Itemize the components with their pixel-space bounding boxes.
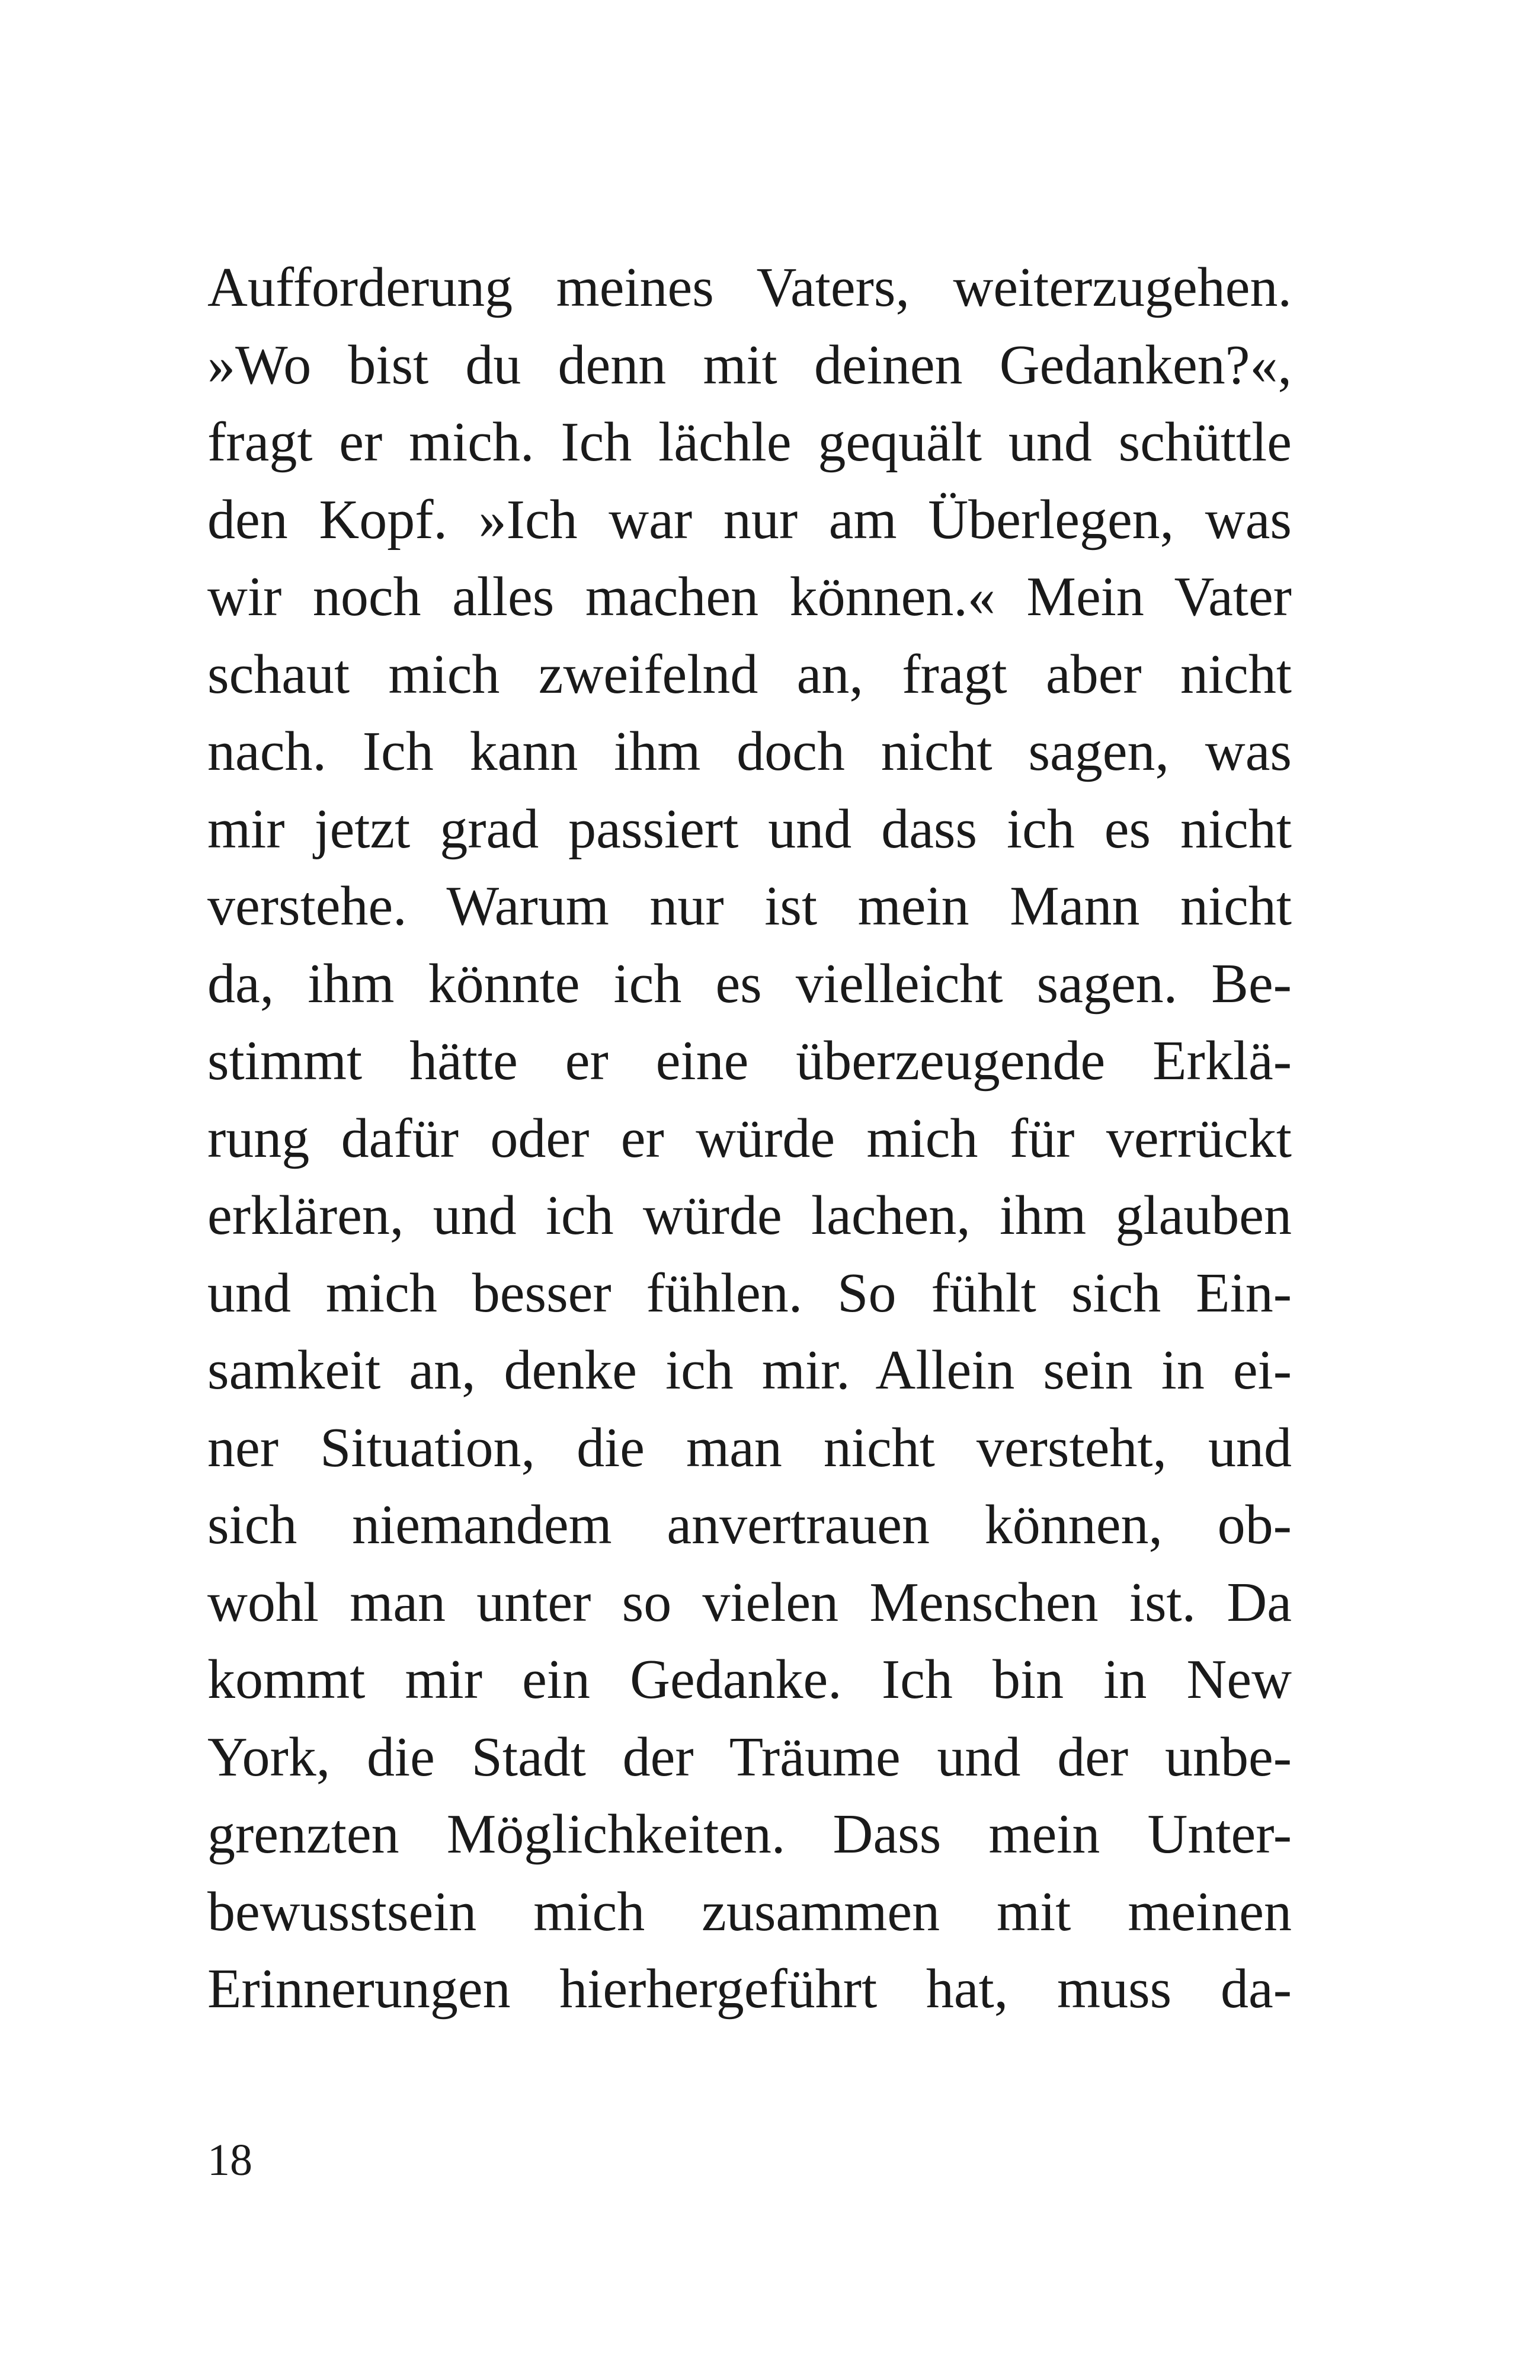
text-line-20: York, die Stadt der Träume und der unbe- <box>207 1726 1292 1788</box>
text-line-4: den Kopf. »Ich war nur am Überlegen, was <box>207 488 1292 551</box>
body-text <box>207 249 1292 2028</box>
text-line-10: da, ihm könnte ich es vielleicht sagen. Be- <box>207 952 1292 1015</box>
text-line-14: und mich besser fühlen. So fühlt sich Ein- <box>207 1262 1292 1324</box>
text-line-3: fragt er mich. Ich lächle gequält und schüttle <box>207 411 1292 473</box>
text-line-22: bewusstsein mich zusammen mit meinen <box>207 1880 1292 1943</box>
text-line-1: Aufforderung meines Vaters, weiterzugehen. <box>207 257 1292 318</box>
text-line-13: erklären, und ich würde lachen, ihm glauben <box>207 1185 1292 1246</box>
text-line-12: rung dafür oder er würde mich für verrückt <box>207 1107 1292 1169</box>
text-line-6: schaut mich zweifelnd an, fragt aber nicht <box>207 643 1292 705</box>
text-line-17: sich niemandem anvertrauen können, ob- <box>207 1494 1292 1556</box>
text-line-19: kommt mir ein Gedanke. Ich bin in New <box>207 1649 1292 1710</box>
text-line-21: grenzten Möglichkeiten. Dass mein Unter- <box>207 1803 1292 1865</box>
text-line-9: verstehe. Warum nur ist mein Mann nicht <box>207 875 1292 937</box>
text-line-11: stimmt hätte er eine überzeugende Erklä- <box>207 1030 1292 1092</box>
text-line-23: Erinnerungen hierhergeführt hat, muss da- <box>207 1958 1292 2020</box>
page-number: 18 <box>207 2135 252 2185</box>
text-line-7: nach. Ich kann ihm doch nicht sagen, was <box>207 721 1292 782</box>
text-line-15: samkeit an, denke ich mir. Allein sein in ei- <box>207 1339 1292 1401</box>
text-line-5: wir noch alles machen können.« Mein Vater <box>207 566 1292 628</box>
text-line-16: ner Situation, die man nicht versteht, und <box>207 1416 1292 1479</box>
text-line-2: »Wo bist du denn mit deinen Gedanken?«, <box>207 334 1292 396</box>
text-line-18: wohl man unter so vielen Menschen ist. Da <box>207 1571 1292 1633</box>
text-line-8: mir jetzt grad passiert und dass ich es nicht <box>207 798 1292 860</box>
